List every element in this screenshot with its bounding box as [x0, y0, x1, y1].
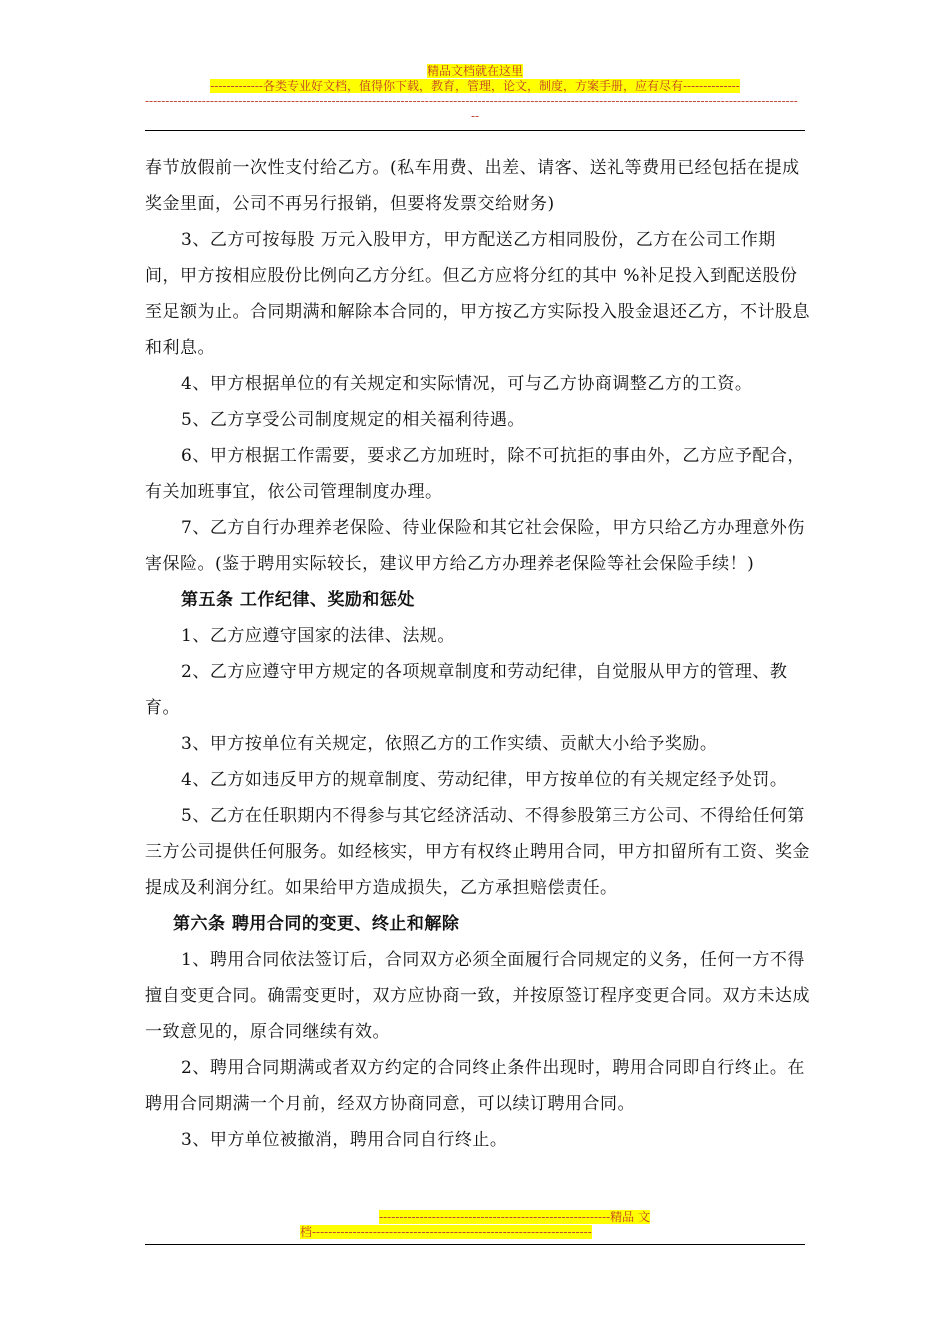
- header-slogan: -------------各类专业好文档，值得你下载，教育，管理，论文，制度，方案手册，应有尽有--------------: [210, 79, 740, 93]
- paragraph: 3、甲方按单位有关规定，依照乙方的工作实绩、贡献大小给予奖励。: [181, 734, 718, 754]
- paragraph: 2、聘用合同期满或者双方约定的合同终止条件出现时，聘用合同即自行终止。在聘用合同期满一个月前，经双方协商同意，可以续订聘用合同。: [145, 1058, 805, 1114]
- paragraph: 3、甲方单位被撤消，聘用合同自行终止。: [181, 1130, 508, 1150]
- header-dash-line: -----------------------------------------------------------------------------------------------------------------------------------------------------------------: [145, 94, 798, 108]
- section-heading: 第五条 工作纪律、奖励和惩处: [181, 590, 415, 610]
- footer-divider: [145, 1244, 805, 1245]
- paragraph: 1、聘用合同依法签订后，合同双方必须全面履行合同规定的义务，任何一方不得擅自变更合同。确需变更时，双方应协商一致，并按原签订程序变更合同。双方未达成一致意见的，原合同继续有效。: [145, 950, 810, 1042]
- header-divider: [145, 130, 805, 131]
- paragraph: 2、乙方应遵守甲方规定的各项规章制度和劳动纪律，自觉服从甲方的管理、教育。: [145, 662, 788, 718]
- document-body: [145, 150, 810, 1158]
- page-header: [145, 64, 805, 124]
- header-dash-tail: --: [470, 109, 480, 123]
- page-footer: [300, 1210, 650, 1240]
- paragraph: 3、乙方可按每股 万元入股甲方，甲方配送乙方相同股份，乙方在公司工作期间，甲方按相应股份比例向乙方分红。但乙方应将分红的其中 %补足投入到配送股份至足额为止。合同期满和解除本合同的，甲方按乙方实际投入股金退还乙方，不计股息和利息。: [145, 230, 810, 358]
- paragraph: 4、甲方根据单位的有关规定和实际情况，可与乙方协商调整乙方的工资。: [181, 374, 753, 394]
- paragraph: 4、乙方如违反甲方的规章制度、劳动纪律，甲方按单位的有关规定经予处罚。: [181, 770, 788, 790]
- footer-line-1: ---------------------------------------------------------精品 文: [379, 1210, 650, 1224]
- paragraph: 5、乙方享受公司制度规定的相关福利待遇。: [181, 410, 525, 430]
- header-title: 精品文档就在这里: [426, 64, 523, 78]
- paragraph: 6、甲方根据工作需要，要求乙方加班时，除不可抗拒的事由外，乙方应予配合，有关加班事宜，依公司管理制度办理。: [145, 446, 805, 502]
- paragraph: 春节放假前一次性支付给乙方。(私车用费、出差、请客、送礼等费用已经包括在提成奖金里面，公司不再另行报销，但要将发票交给财务): [145, 158, 800, 214]
- paragraph: 1、乙方应遵守国家的法律、法规。: [181, 626, 455, 646]
- paragraph: 7、乙方自行办理养老保险、待业保险和其它社会保险，甲方只给乙方办理意外伤害保险。(鉴于聘用实际较长，建议甲方给乙方办理养老保险等社会保险手续！): [145, 518, 805, 574]
- footer-line-2: 档---------------------------------------------------------------------: [300, 1225, 592, 1239]
- paragraph: 5、乙方在任职期内不得参与其它经济活动、不得参股第三方公司、不得给任何第三方公司提供任何服务。如经核实，甲方有权终止聘用合同，甲方扣留所有工资、奖金提成及利润分红。如果给甲方造成损失，乙方承担赔偿责任。: [145, 806, 810, 898]
- section-heading: 第六条 聘用合同的变更、终止和解除: [173, 914, 460, 934]
